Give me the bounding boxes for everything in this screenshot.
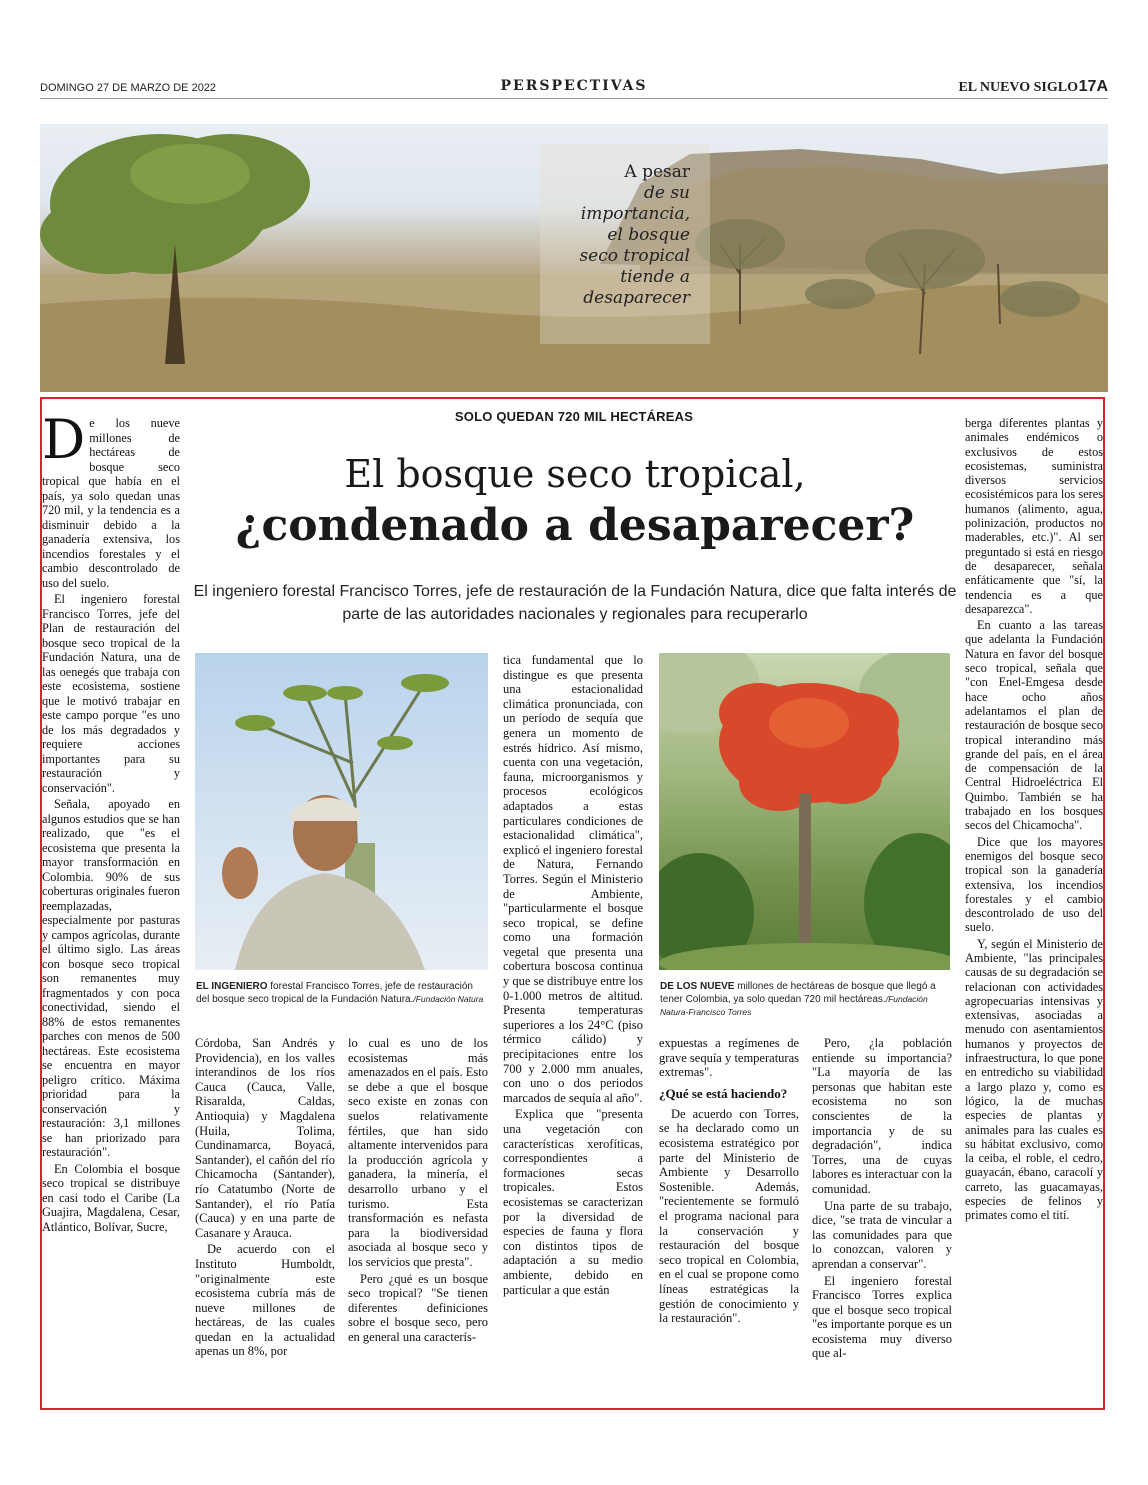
drop-cap: D [42,408,86,471]
subheading: ¿Qué se está haciendo? [659,1085,788,1101]
text-column-6 [812,1036,952,1363]
tree-photo-caption [660,980,950,1019]
photo-credit: /Fundación Natura [413,994,484,1004]
page-number: 17A [1078,78,1108,95]
newspaper-logo: EL NUEVO SIGLO [958,80,1078,95]
paragraph: En Colombia el bosque seco tropical se distribuye en casi todo el Caribe (La Guajira, Magdalena, Cesar, Atlántico, Bolívar, Sucre, [42,1161,180,1234]
text-column-2 [195,1036,335,1361]
engineer-photo [195,653,488,970]
photo-credit: /Fundación Natura-Francisco Torres [660,994,928,1017]
quote-line: importancia, [580,204,690,224]
issue-date: DOMINGO 27 DE MARZO DE 2022 [40,82,217,94]
caption-text: forestal Francisco Torres, jefe de restauración del bosque seco tropical de la Fundación Natura. [196,981,473,1005]
caption-text: millones de hectáreas de bosque que llegó a tener Colombia, ya solo quedan 720 mil hectáreas. [660,981,936,1005]
paragraph: Pero ¿qué es un bosque seco tropical? "Se tienen diferentes definiciones sobre el bosque seco, pero en general una caracterís- [348,1271,488,1344]
section-name: PERSPECTIVAS [500,78,648,94]
flowering-tree-photo [659,653,950,970]
paragraph: Dice que los mayores enemigos del bosque seco tropical son la ganadería extensiva, los incendios forestales y el cambio descontrolado de uso del suelo. [965,834,1103,935]
paragraph: tica fundamental que lo distingue es que presenta una estacionalidad climática pronunciada, con un período de sequía que genera un momento de estrés hídrico. Así mismo, cuenta con una vegetación, fauna, microorganismos y procesos ecológicos adaptados a estas particulares condiciones de estacionalidad climática", explicó el ingeniero forestal de Natura, Fernando Torres. Según el Ministerio de Ambiente, "particularmente el bosque seco tropical, se define como una formación vegetal que presenta una cobertura boscosa continua y que se distribuye entre los 0-1.000 metros de altitud. Presenta temperaturas superiores a los 24°C (piso térmico cálido) y precipitaciones entre los 700 y 2.000 mm anuales, con uno o dos periodos marcados de sequía al año". [503,653,643,1105]
text-column-1 [42,408,180,1236]
paragraph: En cuanto a las tareas que adelanta la Fundación Natura en favor del bosque seco tropical, señala que "con Enel-Emgesa desde hace ocho años adelantamos el plan de restauración de bosque seco tropical interandino más grande del país, en el área de compensación de la Central Hidroeléctrica El Quimbo. También se ha trabajado en los bosques secos del Chicamocha". [965,618,1103,833]
text-column-3 [348,1036,488,1346]
text-column-4 [503,653,643,1299]
hero-landscape-photo [40,124,1108,392]
paragraph: Señala, apoyado en algunos estudios que se han realizado, que "es el ecosistema que presenta la mayor transformación en Colombia. 90% de sus coberturas originales fueron reemplazadas, especialmente por pasturas y campos agrícolas, durante el último siglo. Las áreas con bosque seco tropical son remanentes muy fragmentados y con poca conectividad, siendo el 88% de estos remanentes parches con menos de 500 hectáreas. Este ecosistema se encuentra en mayor peligro crítico. Máxima prioridad para la conservación y restauración: 3,1 millones se han priorizado para restauración". [42,797,180,1159]
headline-line-2: ¿condenado a desaparecer? [235,500,915,551]
article-deck: El ingeniero forestal Francisco Torres, jefe de restauración de la Fundación Natura, dice que falta interés de parte de las autoridades nacionales y regionales para recuperarlo [193,583,957,623]
quote-line: seco tropical [579,246,690,266]
paragraph: Córdoba, San Andrés y Providencia), en los valles interandinos de los ríos Cauca (Cauca, Valle, Risaralda, Caldas, Antioquia) y Magdalena (Huila, Tolima, Cundinamarca, Boyacá, Santander), el cañón del río Chicamocha (Santander), río Catatumbo (Norte de Santander), el río Patía (Cauca) y en una parte de Casanare y Arauca. [195,1036,335,1240]
headline-line-1: El bosque seco tropical, [344,452,806,496]
paragraph: Pero, ¿la población entiende su importancia? "La mayoría de las personas que habitan este ecosistema no son conscientes de la importancia y de su degradación", indica Torres, una de cuyas labores es interactuar con la comunidad. [812,1036,952,1196]
paragraph: De acuerdo con el Instituto Humboldt, "originalmente este ecosistema cubría más de nueve millones de hectáreas, de las cuales quedan en la actualidad apenas un 8%, por [195,1242,335,1359]
paragraph: Una parte de su trabajo, dice, "se trata de vincular a las comunidades para que lo conozcan, valoren y aprendan a conservar". [812,1198,952,1271]
paragraph: El ingeniero forestal Francisco Torres explica que el bosque seco tropical "es importante porque es un ecosistema muy diverso que al- [812,1273,952,1361]
paragraph: lo cual es uno de los ecosistemas más amenazados en el país. Esto se debe a que el bosque seco existe en zonas con suelos relativamente fértiles, que han sido altamente intervenidos para la producción agrícola y ganadera, la minería, el desarrollo urbano y el turismo. Esta transformación es nefasta para la biodiversidad asociada al bosque seco y los servicios que presta". [348,1036,488,1269]
paragraph: expuestas a regímenes de grave sequía y temperaturas extremas". [659,1036,799,1080]
quote-line: desaparecer [583,288,690,308]
paragraph: Explica que "presenta una vegetación con características xerofíticas, correspondientes a formaciones secas tropicales. Estos ecosistemas se caracterizan por la diversidad de especies de fauna y flora con distintos tipos de adaptación a su medio ambiente, debido en particular a que están [503,1107,643,1297]
paragraph: El ingeniero forestal Francisco Torres, jefe del Plan de restauración del bosque seco tropical de la Fundación Natura, una de las oenegés que trabaja con este ecosistema, sostiene que le motivó trabajar en este campo porque "es uno de los más degradados y requiere acciones importantes para su restauración y conservación". [42,592,180,795]
caption-lead: DE LOS NUEVE [660,981,735,992]
paragraph: De acuerdo con Torres, se ha declarado como un ecosistema estratégico por parte del Ministerio de Ambiente y Desarrollo Sostenible. Además, "recientemente se formuló el programa nacional para la conservación y restauración del bosque seco tropical en Colombia, en el cual se propone como líneas estratégicas la gestión de conocimiento y la restauración". [659,1106,799,1326]
hero-pull-quote [550,162,690,309]
engineer-photo-caption [196,980,486,1006]
text-column-7 [965,416,1103,1225]
quote-line: el bosque [607,225,690,245]
quote-line: A pesar [624,162,690,182]
paragraph: berga diferentes plantas y animales endémicos o exclusivos de estos ecosistemas, suministra diversos servicios ecosistémicos para los seres humanos (alimento, agua, polinización, productos no maderables, etc.)". Al ser preguntado si está en riesgo de desaparecer, señala enfáticamente que "sí, la tendencia es a que desaparezca". [965,416,1103,616]
caption-lead: EL INGENIERO [196,981,268,992]
paragraph: Y, según el Ministerio de Ambiente, "las principales causas de su degradación se relacionan con actividades agropecuarias intensivas y extensivas, asociadas a menudo con asentamientos humanos y proyectos de infraestructura, lo que pone en entredicho su viabilidad a largo plazo y, como es lógico, la de muchas especies de plantas y animales para las cuales es su hábitat exclusivo, como la ceiba, el roble, el cedro, guayacán, ébano, caracolí y carreto, las guacamayas, especies de felinos y primates como el tití. [965,936,1103,1223]
text-column-5 [659,1036,799,1328]
quote-line: tiende a [620,267,690,287]
quote-line: de su [643,183,690,203]
folio-rule [40,98,1108,99]
paragraph: e los nueve millones de hectáreas de bosque seco tropical que había en el país, ya solo quedan unas 720 mil, y la tendencia es a disminuir debido a la ganadería extensiva, los incendios forestales y el cambio descontrolado de uso del suelo. [42,416,180,590]
article-kicker: SOLO QUEDAN 720 MIL HECTÁREAS [454,409,694,424]
